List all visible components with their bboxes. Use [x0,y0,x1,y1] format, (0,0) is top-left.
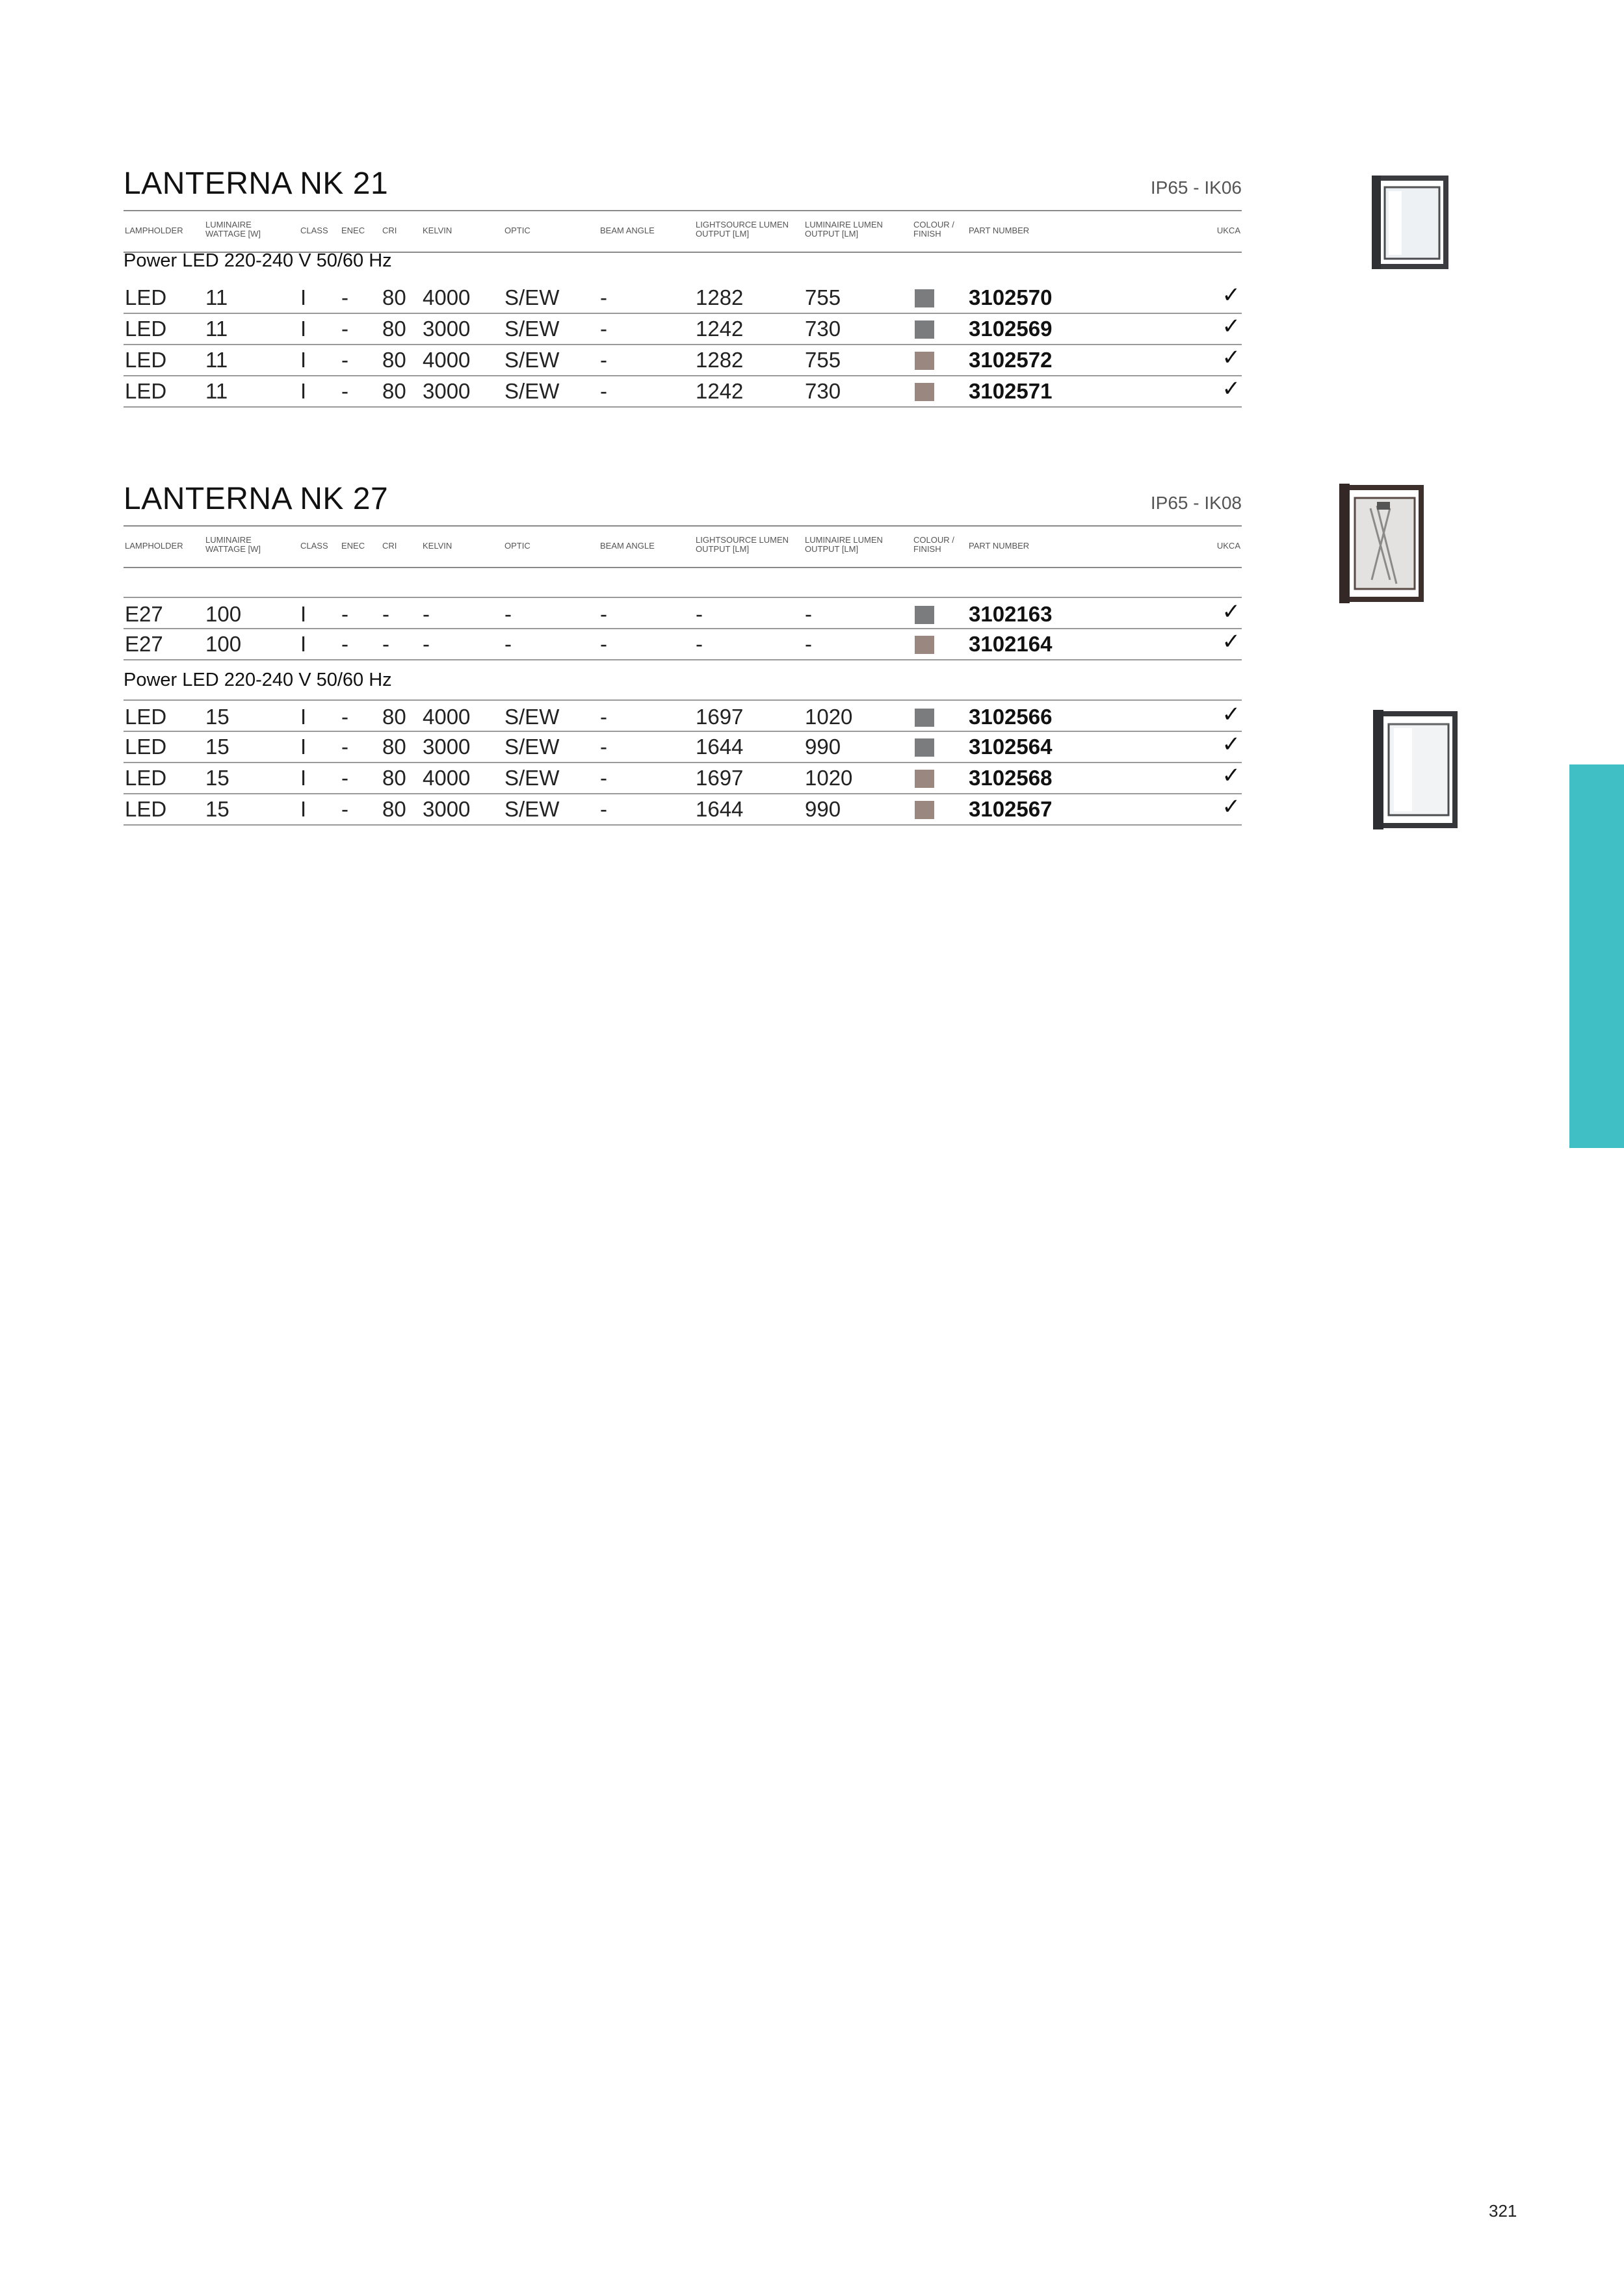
cell-cri: - [382,632,389,656]
group-label: Power LED 220-240 V 50/60 Hz [124,670,392,690]
cell-lum-lumen: 755 [805,348,841,372]
table-row [124,344,1242,376]
cell-class: I [300,602,307,626]
ukca-check-icon: ✓ [1222,345,1240,370]
cell-ls-lumen: 1644 [696,735,744,759]
cell-optic: S/EW [504,705,560,729]
cell-class: I [300,735,307,759]
ukca-check-icon: ✓ [1222,763,1240,788]
cell-class: I [300,348,307,372]
cell-lum-lumen: 1020 [805,705,853,729]
group-label: Power LED 220-240 V 50/60 Hz [124,250,392,271]
colour-swatch-grey [915,289,934,307]
col-lum-lumen-line1: LUMINAIRE LUMEN [805,535,883,545]
cell-beam: - [600,602,607,626]
cell-optic: S/EW [504,797,560,821]
col-part-number: PART NUMBER [969,226,1030,235]
cell-kelvin: - [423,632,430,656]
cell-beam: - [600,735,607,759]
col-ls-lumen [696,220,789,239]
cell-enec: - [341,632,348,656]
col-lum-lumen [805,220,883,239]
cell-lampholder: LED [125,379,167,403]
cell-beam: - [600,797,607,821]
cell-ls-lumen: - [696,632,703,656]
col-lum-lumen-line2: OUTPUT [LM] [805,544,859,554]
cell-beam: - [600,632,607,656]
table-row [124,281,1242,314]
cell-beam: - [600,705,607,729]
product-image-nk27-e27 [1338,482,1429,606]
col-enec: ENEC [341,226,365,235]
cell-class: I [300,317,307,341]
ip-rating: IP65 - IK06 [1150,177,1242,198]
table-row [124,597,1242,629]
cell-ls-lumen: 1644 [696,797,744,821]
table-row [124,699,1242,732]
col-colour-line2: FINISH [913,544,941,554]
cell-part-number: 3102164 [969,632,1053,656]
section-tab [1569,764,1624,1148]
cell-optic: S/EW [504,348,560,372]
cell-class: I [300,285,307,309]
cell-lum-lumen: - [805,632,812,656]
cell-wattage: 15 [205,766,229,790]
cell-beam: - [600,285,607,309]
cell-beam: - [600,766,607,790]
cell-class: I [300,632,307,656]
table-header [124,525,1242,568]
cell-lum-lumen: 990 [805,735,841,759]
table-header [124,210,1242,253]
cell-wattage: 100 [205,602,242,626]
cell-enec: - [341,348,348,372]
col-beam: BEAM ANGLE [600,226,655,235]
table-row [124,313,1242,345]
col-optic: OPTIC [504,226,530,235]
cell-lum-lumen: 1020 [805,766,853,790]
cell-lampholder: E27 [125,632,163,656]
section-title: LANTERNA NK 21 [124,166,389,201]
col-beam: BEAM ANGLE [600,541,655,551]
colour-swatch-brown [915,352,934,370]
cell-wattage: 11 [205,348,228,372]
cell-enec: - [341,602,348,626]
col-wattage [205,220,261,239]
col-cri: CRI [382,541,397,551]
cell-cri: 80 [382,797,406,821]
col-class: CLASS [300,541,328,551]
cell-wattage: 11 [205,379,228,403]
cell-beam: - [600,379,607,403]
col-lampholder: LAMPHOLDER [125,226,183,235]
cell-enec: - [341,705,348,729]
cell-ls-lumen: 1242 [696,379,744,403]
ip-rating: IP65 - IK08 [1150,493,1242,513]
cell-optic: - [504,632,512,656]
section-lanterna-nk21 [124,166,1242,413]
col-colour [913,536,954,554]
cell-lum-lumen: - [805,602,812,626]
cell-ls-lumen: 1242 [696,317,744,341]
cell-class: I [300,797,307,821]
cell-enec: - [341,735,348,759]
col-lum-lumen-line1: LUMINAIRE LUMEN [805,220,883,229]
cell-lampholder: LED [125,348,167,372]
cell-kelvin: 3000 [423,379,471,403]
col-wattage-line2: WATTAGE [W] [205,544,261,554]
colour-swatch-brown [915,801,934,819]
table-row [124,762,1242,794]
col-colour-line1: COLOUR / [913,220,954,229]
col-kelvin: KELVIN [423,541,452,551]
table-row [124,375,1242,408]
colour-swatch-brown [915,383,934,401]
ukca-check-icon: ✓ [1222,283,1240,307]
col-cri: CRI [382,226,397,235]
col-colour-line1: COLOUR / [913,535,954,545]
cell-cri: 80 [382,705,406,729]
ukca-check-icon: ✓ [1222,629,1240,654]
cell-cri: 80 [382,317,406,341]
cell-beam: - [600,317,607,341]
col-ls-lumen-line2: OUTPUT [LM] [696,229,750,239]
cell-optic: S/EW [504,285,560,309]
section-lanterna-nk27 [124,481,1242,832]
cell-class: I [300,705,307,729]
col-wattage-line1: LUMINAIRE [205,535,252,545]
col-part-number: PART NUMBER [969,541,1030,551]
col-wattage [205,536,261,554]
cell-optic: S/EW [504,317,560,341]
cell-lampholder: LED [125,797,167,821]
col-ls-lumen-line1: LIGHTSOURCE LUMEN [696,220,789,229]
cell-enec: - [341,797,348,821]
cell-cri: 80 [382,766,406,790]
cell-ls-lumen: - [696,602,703,626]
cell-optic: S/EW [504,735,560,759]
col-class: CLASS [300,226,328,235]
cell-kelvin: 4000 [423,766,471,790]
cell-lum-lumen: 730 [805,379,841,403]
cell-lampholder: LED [125,766,167,790]
cell-wattage: 11 [205,285,228,309]
ukca-check-icon: ✓ [1222,314,1240,339]
cell-enec: - [341,285,348,309]
cell-wattage: 15 [205,797,229,821]
cell-part-number: 3102567 [969,797,1053,821]
col-ukca: UKCA [1216,541,1240,551]
col-enec: ENEC [341,541,365,551]
ukca-check-icon: ✓ [1222,794,1240,819]
cell-wattage: 15 [205,735,229,759]
cell-lampholder: LED [125,735,167,759]
cell-part-number: 3102566 [969,705,1053,729]
cell-lum-lumen: 990 [805,797,841,821]
section-title: LANTERNA NK 27 [124,482,389,516]
cell-class: I [300,379,307,403]
col-ls-lumen-line1: LIGHTSOURCE LUMEN [696,535,789,545]
cell-kelvin: 3000 [423,317,471,341]
col-colour-line2: FINISH [913,229,941,239]
product-image-nk21 [1370,174,1455,272]
cell-optic: - [504,602,512,626]
cell-lampholder: E27 [125,602,163,626]
col-ukca: UKCA [1216,226,1240,235]
cell-part-number: 3102564 [969,735,1053,759]
col-lum-lumen [805,536,883,554]
col-wattage-line2: WATTAGE [W] [205,229,261,239]
cell-part-number: 3102571 [969,379,1053,403]
cell-part-number: 3102569 [969,317,1053,341]
table-row [124,793,1242,826]
cell-wattage: 15 [205,705,229,729]
product-image-nk27-led [1372,709,1463,832]
cell-kelvin: 3000 [423,797,471,821]
cell-wattage: 11 [205,317,228,341]
cell-ls-lumen: 1282 [696,285,744,309]
col-colour [913,220,954,239]
cell-ls-lumen: 1697 [696,766,744,790]
cell-kelvin: 4000 [423,348,471,372]
colour-swatch-grey [915,709,934,727]
cell-enec: - [341,766,348,790]
col-kelvin: KELVIN [423,226,452,235]
col-ls-lumen [696,536,789,554]
colour-swatch-grey [915,606,934,624]
col-lampholder: LAMPHOLDER [125,541,183,551]
cell-cri: 80 [382,348,406,372]
colour-swatch-brown [915,770,934,788]
cell-optic: S/EW [504,766,560,790]
colour-swatch-brown [915,636,934,654]
col-wattage-line1: LUMINAIRE [205,220,252,229]
page-number: 321 [1489,2201,1517,2221]
cell-enec: - [341,317,348,341]
cell-lampholder: LED [125,285,167,309]
cell-ls-lumen: 1282 [696,348,744,372]
ukca-check-icon: ✓ [1222,599,1240,624]
cell-ls-lumen: 1697 [696,705,744,729]
cell-enec: - [341,379,348,403]
cell-class: I [300,766,307,790]
cell-wattage: 100 [205,632,242,656]
cell-kelvin: 3000 [423,735,471,759]
ukca-check-icon: ✓ [1222,376,1240,401]
cell-kelvin: 4000 [423,705,471,729]
ukca-check-icon: ✓ [1222,702,1240,727]
cell-part-number: 3102572 [969,348,1053,372]
table-row [124,628,1242,660]
cell-part-number: 3102568 [969,766,1053,790]
col-optic: OPTIC [504,541,530,551]
table-row [124,731,1242,763]
cell-lampholder: LED [125,317,167,341]
cell-lum-lumen: 730 [805,317,841,341]
cell-cri: - [382,602,389,626]
colour-swatch-grey [915,320,934,339]
colour-swatch-grey [915,738,934,757]
cell-part-number: 3102570 [969,285,1053,309]
cell-cri: 80 [382,735,406,759]
cell-part-number: 3102163 [969,602,1053,626]
col-ls-lumen-line2: OUTPUT [LM] [696,544,750,554]
col-lum-lumen-line2: OUTPUT [LM] [805,229,859,239]
cell-cri: 80 [382,285,406,309]
cell-kelvin: - [423,602,430,626]
ukca-check-icon: ✓ [1222,732,1240,757]
cell-kelvin: 4000 [423,285,471,309]
cell-lampholder: LED [125,705,167,729]
cell-optic: S/EW [504,379,560,403]
cell-beam: - [600,348,607,372]
cell-cri: 80 [382,379,406,403]
cell-lum-lumen: 755 [805,285,841,309]
